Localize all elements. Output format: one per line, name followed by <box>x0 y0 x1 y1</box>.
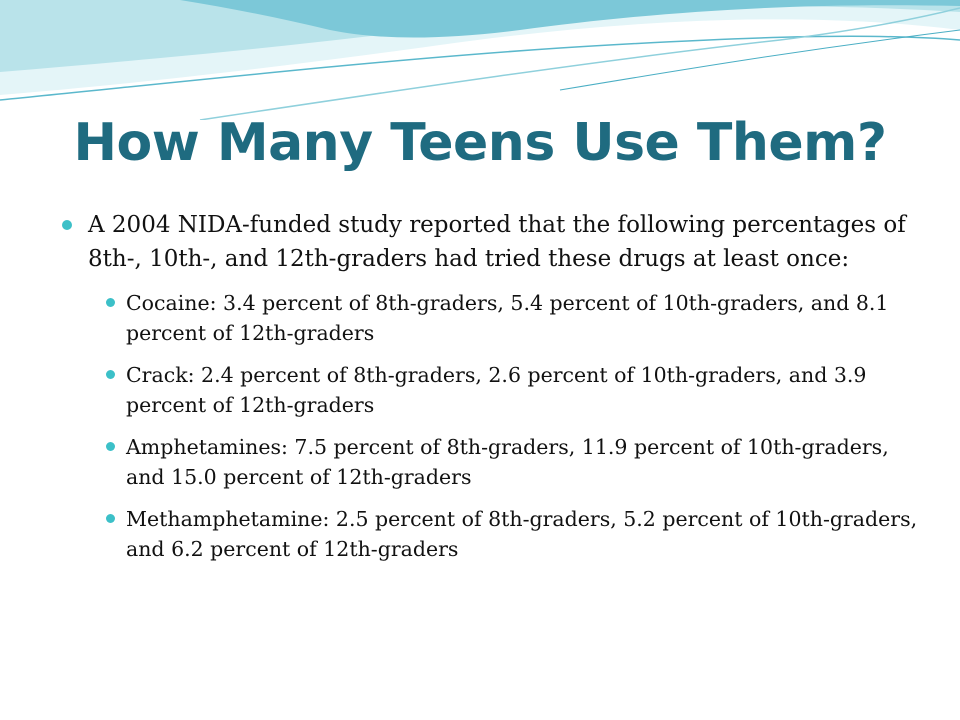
list-item-text: Amphetamines: 7.5 percent of 8th-graders, 11.9 percent of 10th-graders, and 15.0 percent of 12th-graders <box>126 435 889 489</box>
list-item-cocaine <box>60 288 920 348</box>
bullet-dot-icon <box>106 442 115 451</box>
slide-content <box>60 208 920 576</box>
bullet-dot-icon <box>106 514 115 523</box>
intro-bullet <box>60 208 920 276</box>
list-item-text: Methamphetamine: 2.5 percent of 8th-graders, 5.2 percent of 10th-graders, and 6.2 percent of 12th-graders <box>126 507 918 561</box>
list-item-text: Crack: 2.4 percent of 8th-graders, 2.6 percent of 10th-graders, and 3.9 percent of 12th-graders <box>126 363 867 417</box>
list-item-crack <box>60 360 920 420</box>
bullet-dot-icon <box>106 298 115 307</box>
intro-text: A 2004 NIDA-funded study reported that the following percentages of 8th-, 10th-, and 12th-graders had tried these drugs at least once: <box>88 212 906 272</box>
list-item-text: Cocaine: 3.4 percent of 8th-graders, 5.4 percent of 10th-graders, and 8.1 percent of 12th-graders <box>126 291 889 345</box>
slide-title: How Many Teens Use Them? <box>73 113 887 173</box>
bullet-dot-icon <box>106 370 115 379</box>
bullet-dot-icon <box>62 220 72 230</box>
list-item-methamphetamine <box>60 504 920 564</box>
wave-header-decoration <box>0 0 960 120</box>
list-item-amphetamines <box>60 432 920 492</box>
